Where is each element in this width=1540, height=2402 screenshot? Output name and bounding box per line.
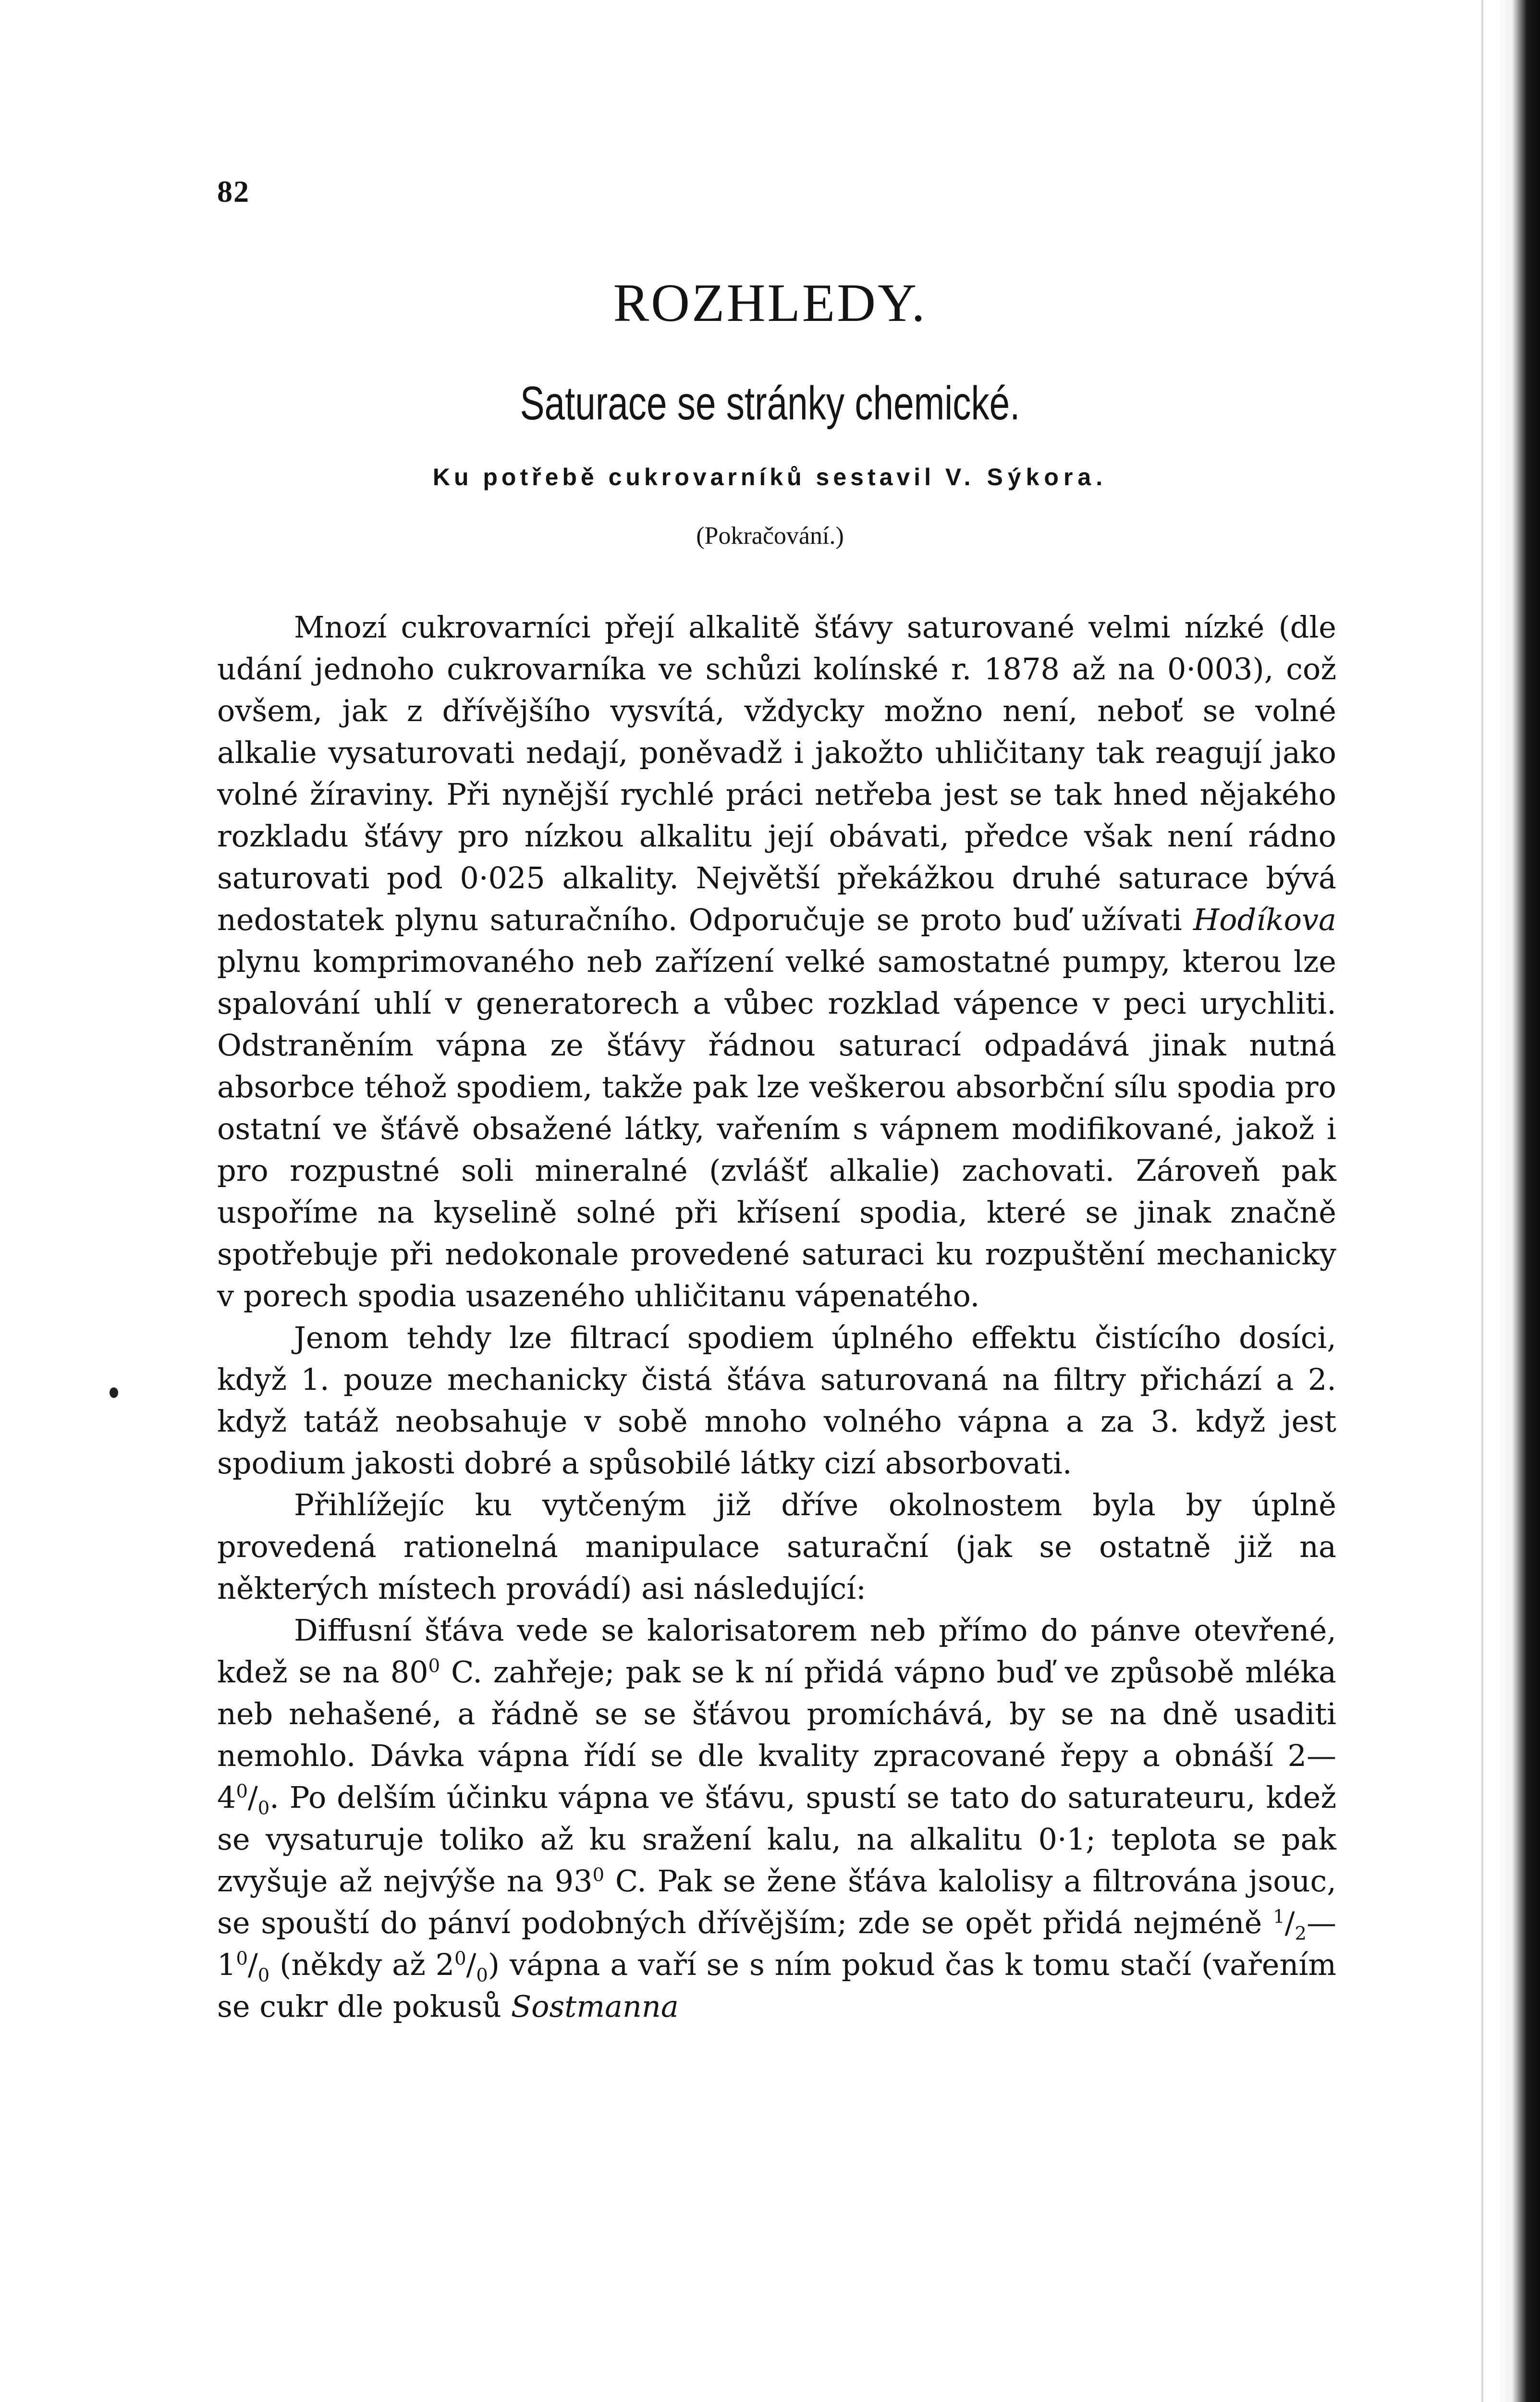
fraction-numerator: 1 — [1273, 1906, 1285, 1928]
article-title: Saturace se stránky chemické. — [520, 377, 1020, 429]
person-name-hodek: Hodíkova — [1193, 902, 1336, 937]
person-name-sostmann: Sostmanna — [511, 1989, 679, 2024]
byline-prefix: Ku potřebě cukrovarníků sestavil — [432, 464, 935, 490]
byline — [0, 465, 1540, 489]
percent-sign-1-bottom: 0 — [257, 1797, 270, 1819]
paragraph-4-part-1: Diffusní šťáva vede se kalorisatorem neb přímo do pánve otevřené, kdež se na 80 — [217, 1613, 1336, 1690]
percent-sign-3-slash: / — [466, 1947, 477, 1982]
fraction-denominator: 2 — [1295, 1923, 1307, 1945]
article-body — [217, 606, 1336, 2027]
scan-edge-line — [1481, 0, 1483, 2402]
percent-sign-1-top: 0 — [236, 1780, 248, 1802]
paragraph-4-part-3: . Po delším účinku vápna ve šťávu, spustí se tato do saturateuru, kdež se vysaturuje toliko až ku sražení kalu, na alkalitu 0·1; teplota se pak zvyšuje až nejvýše na 93 — [217, 1780, 1336, 1899]
percent-sign-1-slash: / — [247, 1780, 258, 1815]
paragraph-1-part-2: plynu komprimovaného neb zařízení velké samostatné pumpy, kterou lze spalování uhlí v generatorech a vůbec rozklad vápence v peci urychliti. Odstraněním vápna ze šťávy řádnou saturací odpadává jinak nutná absorbce téhož spodiem, takže pak lze veškerou absorbční sílu spodia pro ostatní ve šťávě obsažené látky, vařením s vápnem modifikované, jakož i pro rozpustné soli mineralné (zvlášť alkalie) zachovati. Zároveň pak uspoříme na kyselině solné při křísení spodia, které se jinak značně spotřebuje při nedokonale provedené saturaci ku rozpuštění mechanicky v porech spodia usazeného uhličitanu vápenatého. — [217, 944, 1336, 1313]
paragraph-4-part-2: C. zahřeje; pak se k ní přidá vápno buď ve způsobě mléka neb nehašené, a řádně se se šťávou promíchává, by se na dně usaditi nemohlo. Dávka vápna řídí se dle kvality zpracované řepy a obnáší 2—4 — [217, 1654, 1336, 1815]
page-number: 82 — [217, 174, 250, 208]
margin-ink-dot — [110, 1387, 118, 1398]
byline-author: V. Sýkora. — [945, 464, 1108, 490]
percent-sign-3-bottom: 0 — [476, 1964, 488, 1986]
body-paragraph-4 — [217, 1609, 1336, 2027]
paragraph-1-part-1: Mnozí cukrovarníci přejí alkalitě šťávy saturované velmi nízké (dle udání jednoho cukrovarníka ve schůzi kolínské r. 1878 až na 0·003), což ovšem, jak z dřívějšího vysvítá, vždycky možno není, neboť se volné alkalie vysaturovati nedají, poněvadž i jakožto uhličitany tak reagují jako volné žíraviny. Při nynější rychlé práci netřeba jest se tak hned nějakého rozkladu šťávy pro nízkou alkalitu její obávati, předce však není rádno saturovati pod 0·025 alkality. Největší překážkou druhé saturace bývá nedostatek plynu saturačního. Odporučuje se proto buď užívati — [217, 610, 1336, 937]
percent-sign-2-top: 0 — [236, 1948, 248, 1970]
paragraph-4-part-7: ) vápna a vaří se s ním pokud čas k tomu stačí (vařením se cukr dle pokusů — [217, 1947, 1337, 2024]
paragraph-4-part-4: C. Pak se žene šťáva kalolisy a filtrována jsouc, se spouští do pánví podobných dřívějším; zde se opět přidá nejméně — [217, 1863, 1336, 1940]
percent-sign-3-top: 0 — [454, 1948, 466, 1970]
body-paragraph-1 — [217, 606, 1336, 1317]
percent-sign-2-slash: / — [247, 1947, 258, 1982]
percent-sign-2-bottom: 0 — [257, 1964, 270, 1986]
scan-edge-shadow — [1497, 0, 1540, 2402]
section-heading: ROZHLEDY. — [613, 273, 927, 333]
body-paragraph-2: Jenom tehdy lze filtrací spodiem úplného effektu čistícího dosíci, když 1. pouze mechanicky čistá šťáva saturovaná na filtry přichází a 2. když tatáž neobsahuje v sobě mnoho volného vápna a za 3. když jest spodium jakosti dobré a spůsobilé látky cizí absorbovati. — [217, 1320, 1336, 1481]
body-paragraph-3: Přihlížejíc ku vytčeným již dříve okolnostem byla by úplně provedená rationelná manipulace saturační (jak se ostatně již na některých místech provádí) asi následující: — [217, 1487, 1336, 1606]
paragraph-4-part-5: —1 — [217, 1905, 1336, 1982]
degree-mark-1: 0 — [428, 1655, 440, 1677]
continued-note: (Pokračování.) — [696, 522, 844, 550]
paragraph-4-part-6: (někdy až 2 — [280, 1947, 455, 1982]
fraction-slash: / — [1284, 1905, 1295, 1940]
degree-mark-2: 0 — [592, 1864, 605, 1886]
